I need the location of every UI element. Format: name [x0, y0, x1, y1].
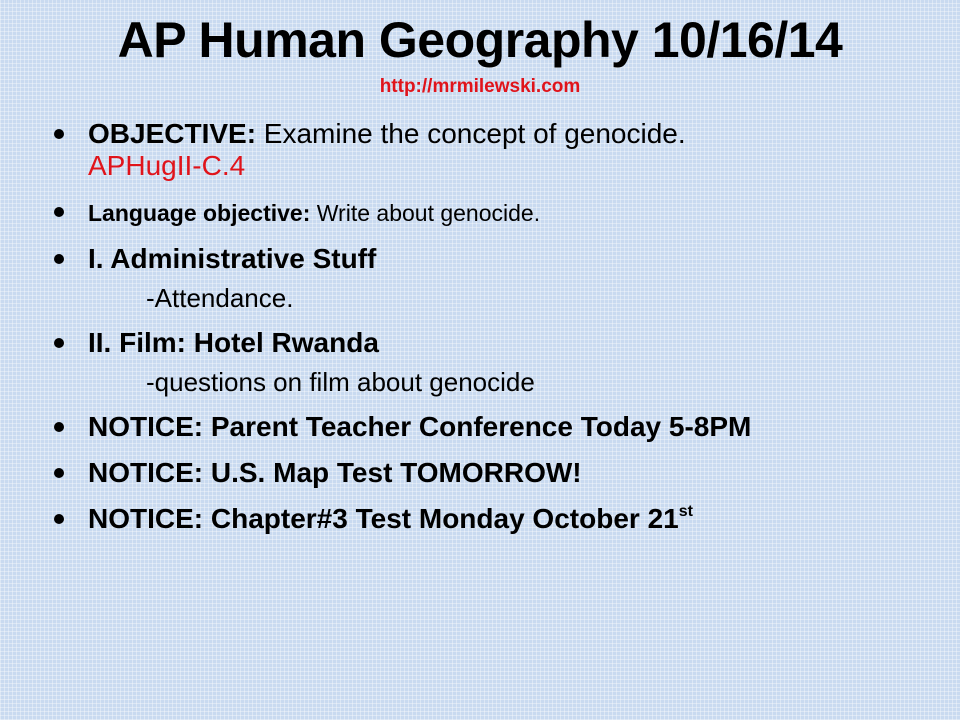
section-1-detail: -Attendance. — [146, 283, 294, 313]
notice-item — [54, 457, 934, 489]
bullet-icon — [54, 468, 64, 478]
section-1-heading: I. Administrative Stuff — [88, 243, 377, 274]
objective-text: Examine the concept of genocide. — [256, 118, 686, 149]
objective-label: OBJECTIVE: — [88, 118, 257, 149]
notice-text: NOTICE: U.S. Map Test TOMORROW! — [88, 457, 582, 488]
language-objective-text: Write about genocide. — [310, 200, 541, 226]
bullet-icon — [54, 422, 64, 432]
bullet-icon — [54, 514, 64, 524]
bullet-icon — [54, 129, 64, 139]
section-2-heading: II. Film: Hotel Rwanda — [88, 327, 379, 358]
bullet-icon — [54, 338, 64, 348]
notice-item — [54, 503, 934, 535]
notice-item — [54, 411, 934, 443]
standard-code: APHugII-C.4 — [88, 150, 246, 181]
objective-item — [54, 118, 934, 182]
language-objective-item — [54, 196, 934, 229]
bullet-icon — [54, 207, 64, 217]
website-url[interactable]: http://mrmilewski.com — [379, 76, 581, 97]
section-1-item — [54, 243, 934, 275]
bullet-list — [54, 118, 934, 535]
section-2-detail: -questions on film about genocide — [146, 367, 535, 397]
language-objective-label: Language objective: — [88, 200, 311, 226]
slide-title: AP Human Geography 10/16/14 — [117, 12, 843, 68]
bullet-icon — [54, 254, 64, 264]
notice-text: NOTICE: Parent Teacher Conference Today 5-8PM — [88, 411, 752, 442]
notice-text: NOTICE: Chapter#3 Test Monday October 21 — [88, 503, 679, 534]
notice-superscript: st — [678, 503, 693, 520]
section-2-item — [54, 327, 934, 359]
